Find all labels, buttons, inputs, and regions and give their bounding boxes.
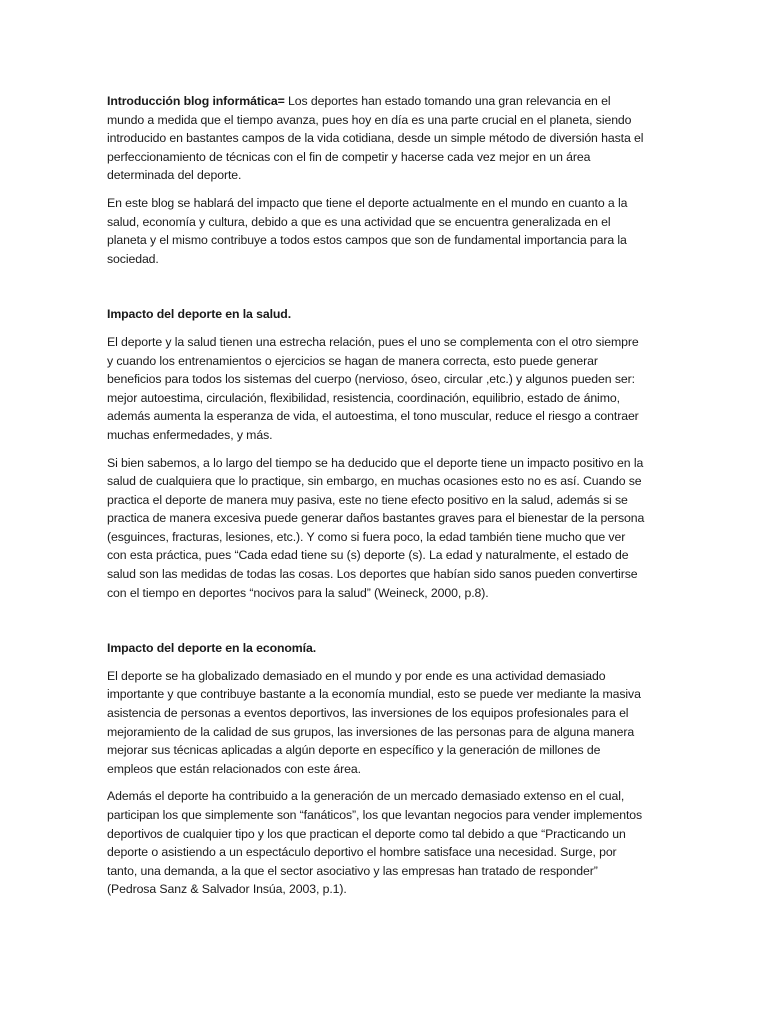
intro-text: Los deportes han estado tomando una gran relevancia en el mundo a medida que el tiempo avanza, pues hoy en día es una parte crucial en el planeta, siendo introducido en bastantes campos de la vida cotidiana, desde un simple método de diversión hasta el perfeccionamiento de técnicas con el fin de competir y hacerse cada vez mejor en un área determinada del deporte. <box>107 94 644 183</box>
intro-paragraph <box>107 92 647 185</box>
section-spacer <box>107 277 647 305</box>
document-page <box>107 92 647 908</box>
section-spacer <box>107 611 647 639</box>
health-heading: Impacto del deporte en la salud. <box>107 307 292 322</box>
health-paragraph-2: Si bien sabemos, a lo largo del tiempo se ha deducido que el deporte tiene un impacto positivo en la salud de cualquiera que lo practique, sin embargo, en muchas ocasiones esto no es así. Cuando se practica el deporte de manera muy pasiva, este no tiene efecto positivo en la salud, además si se practica de manera excesiva puede generar daños bastantes graves para el bienestar de la persona (esguinces, fracturas, lesiones, etc.). Y como si fuera poco, la edad también tiene mucho que ver con esta práctica, pues “Cada edad tiene su (s) deporte (s). La edad y naturalmente, el estado de salud son las medidas de todas las cosas. Los deportes que habían sido sanos pueden convertirse con el tiempo en deportes “nocivos para la salud” (Weineck, 2000, p.8). <box>107 455 645 600</box>
health-paragraph-1: El deporte y la salud tienen una estrecha relación, pues el uno se complementa con el otro siempre y cuando los entrenamientos o ejercicios se hagan de manera correcta, esto puede generar beneficios para todos los sistemas del cuerpo (nervioso, óseo, circular ,etc.) y algunos pueden ser: mejor autoestima, circulación, flexibilidad, resistencia, coordinación, equilibrio, estado de ánimo, además aumenta la esperanza de vida, el autoestima, el tono muscular, reduce el riesgo a contraer muchas enfermedades, y más. <box>107 334 639 442</box>
economy-paragraph-1: El deporte se ha globalizado demasiado en el mundo y por ende es una actividad demasiado importante y que contribuye bastante a la economía mundial, esto se puede ver mediante la masiva asistencia de personas a eventos deportivos, las inversiones de los equipos profesionales para el mejoramiento de la calidad de sus grupos, las inversiones de las personas para de alguna manera mejorar sus técnicas aplicadas a algún deporte en específico y la generación de millones de empleos que están relacionados con este área. <box>107 668 641 776</box>
intro-label: Introducción blog informática= <box>107 94 285 108</box>
economy-paragraph-2: Además el deporte ha contribuido a la generación de un mercado demasiado extenso en el cual, participan los que simplemente son “fanáticos”, los que levantan negocios para vender implementos deportivos de cualquier tipo y los que practican el deporte como tal debido a que “Practicando un deporte o asistiendo a un espectáculo deportivo el hombre satisface una necesidad. Surge, por tanto, una demanda, a la que el sector asociativo y las empresas han tratado de responder” (Pedrosa Sanz & Salvador Insúa, 2003, p.1). <box>107 789 643 897</box>
economy-heading: Impacto del deporte en la economía. <box>107 641 317 656</box>
intro-paragraph-2: En este blog se hablará del impacto que tiene el deporte actualmente en el mundo en cuanto a la salud, economía y cultura, debido a que es una actividad que se encuentra generalizada en el planeta y el mismo contribuye a todos estos campos que son de fundamental importancia para la sociedad. <box>107 195 628 266</box>
